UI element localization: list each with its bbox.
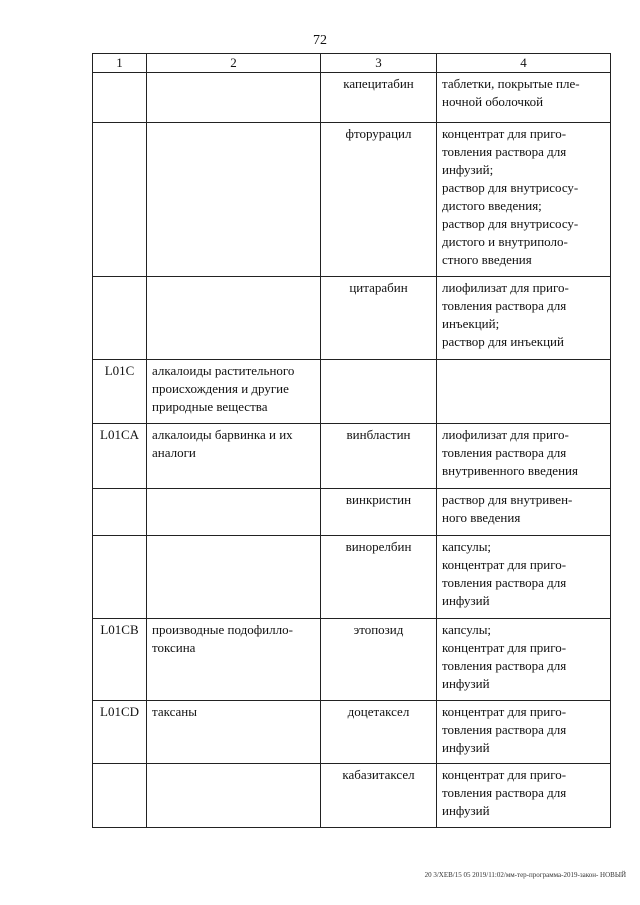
drug-name-cell — [321, 360, 437, 424]
dosage-form-line: концентрат для приго- — [442, 767, 567, 782]
dosage-form-line: лиофилизат для приго- — [442, 427, 569, 442]
atc-code-cell: L01CA — [93, 424, 147, 489]
dosage-form-line: товления раствора для — [442, 722, 567, 737]
dosage-form-line: дистого введения; — [442, 198, 542, 213]
group-name-cell — [147, 424, 321, 489]
drug-name-cell: доцетаксел — [321, 701, 437, 764]
dosage-form-line: товления раствора для — [442, 785, 567, 800]
dosage-form-line: товления раствора для — [442, 658, 567, 673]
drug-name-cell: винбластин — [321, 424, 437, 489]
header-cell-1: 1 — [93, 54, 147, 73]
group-name-line: токсина — [152, 640, 196, 655]
dosage-form-cell — [437, 619, 611, 701]
dosage-form-line: стного введения — [442, 252, 532, 267]
table-row — [93, 489, 611, 536]
group-name-line: природные вещества — [152, 399, 268, 414]
dosage-form-line: инфузий — [442, 740, 490, 755]
table-row — [93, 424, 611, 489]
group-name-line: алкалоиды барвинка и их — [152, 427, 293, 442]
group-name-cell — [147, 489, 321, 536]
dosage-form-line: ночной оболочкой — [442, 94, 544, 109]
header-row — [93, 54, 611, 73]
header-cell-2: 2 — [147, 54, 321, 73]
dosage-form-line: ного введения — [442, 510, 521, 525]
table-row — [93, 536, 611, 619]
table-row — [93, 73, 611, 123]
footer-stamp: 20 3/ХЕВ/15 05 2019/11:02/мм-тер-программа-2019-закон- НОВЫЙ — [424, 871, 626, 879]
dosage-form-cell — [437, 489, 611, 536]
group-name-cell — [147, 73, 321, 123]
dosage-form-line: концентрат для приго- — [442, 640, 567, 655]
group-name-cell — [147, 360, 321, 424]
dosage-form-cell — [437, 701, 611, 764]
atc-code-cell: L01CD — [93, 701, 147, 764]
group-name-line: происхождения и другие — [152, 381, 289, 396]
dosage-form-line: товления раствора для — [442, 575, 567, 590]
group-name-cell — [147, 277, 321, 360]
atc-code-cell — [93, 536, 147, 619]
dosage-form-line: раствор для внутрисосу- — [442, 180, 579, 195]
drug-name-cell: этопозид — [321, 619, 437, 701]
table-row — [93, 764, 611, 828]
dosage-form-line: раствор для внутривен- — [442, 492, 573, 507]
drug-name-cell: винорелбин — [321, 536, 437, 619]
atc-code-cell: L01CB — [93, 619, 147, 701]
atc-code-cell — [93, 489, 147, 536]
group-name-line: аналоги — [152, 445, 196, 460]
atc-code-cell — [93, 277, 147, 360]
group-name-line: таксаны — [152, 704, 197, 719]
table-row — [93, 123, 611, 277]
atc-code-cell — [93, 73, 147, 123]
dosage-form-cell — [437, 360, 611, 424]
group-name-cell — [147, 764, 321, 828]
dosage-form-line: товления раствора для — [442, 298, 567, 313]
header-cell-4: 4 — [437, 54, 611, 73]
dosage-form-line: лиофилизат для приго- — [442, 280, 569, 295]
dosage-form-line: товления раствора для — [442, 144, 567, 159]
header-cell-3: 3 — [321, 54, 437, 73]
dosage-form-line: инфузий — [442, 676, 490, 691]
drug-name-cell: капецитабин — [321, 73, 437, 123]
dosage-form-line: инъекций; — [442, 316, 500, 331]
atc-code-cell: L01C — [93, 360, 147, 424]
atc-code-cell — [93, 123, 147, 277]
group-name-cell — [147, 536, 321, 619]
dosage-form-line: концентрат для приго- — [442, 704, 567, 719]
group-name-line: производные подофилло- — [152, 622, 293, 637]
dosage-form-cell — [437, 123, 611, 277]
dosage-form-cell — [437, 73, 611, 123]
table-row — [93, 277, 611, 360]
dosage-form-line: товления раствора для — [442, 445, 567, 460]
table-row — [93, 360, 611, 424]
drug-name-cell: винкристин — [321, 489, 437, 536]
group-name-cell — [147, 123, 321, 277]
drug-name-cell: кабазитаксел — [321, 764, 437, 828]
dosage-form-line: инфузий; — [442, 162, 494, 177]
dosage-form-line: капсулы; — [442, 622, 492, 637]
dosage-form-line: раствор для внутрисосу- — [442, 216, 579, 231]
dosage-form-line: инфузий — [442, 593, 490, 608]
group-name-line: алкалоиды растительного — [152, 363, 295, 378]
dosage-form-cell — [437, 764, 611, 828]
dosage-form-cell — [437, 424, 611, 489]
drug-name-cell: цитарабин — [321, 277, 437, 360]
drug-name-cell: фторурацил — [321, 123, 437, 277]
dosage-form-cell — [437, 536, 611, 619]
dosage-form-cell — [437, 277, 611, 360]
dosage-form-line: таблетки, покрытые пле- — [442, 76, 580, 91]
dosage-form-line: раствор для инъекций — [442, 334, 564, 349]
atc-code-cell — [93, 764, 147, 828]
table-row — [93, 701, 611, 764]
dosage-form-line: дистого и внутриполо- — [442, 234, 568, 249]
dosage-form-line: инфузий — [442, 803, 490, 818]
dosage-form-line: концентрат для приго- — [442, 126, 567, 141]
medicines-table — [92, 53, 611, 828]
dosage-form-line: внутривенного введения — [442, 463, 578, 478]
dosage-form-line: концентрат для приго- — [442, 557, 567, 572]
table-row — [93, 619, 611, 701]
group-name-cell — [147, 619, 321, 701]
group-name-cell — [147, 701, 321, 764]
dosage-form-line: капсулы; — [442, 539, 492, 554]
page-number: 72 — [313, 33, 327, 48]
